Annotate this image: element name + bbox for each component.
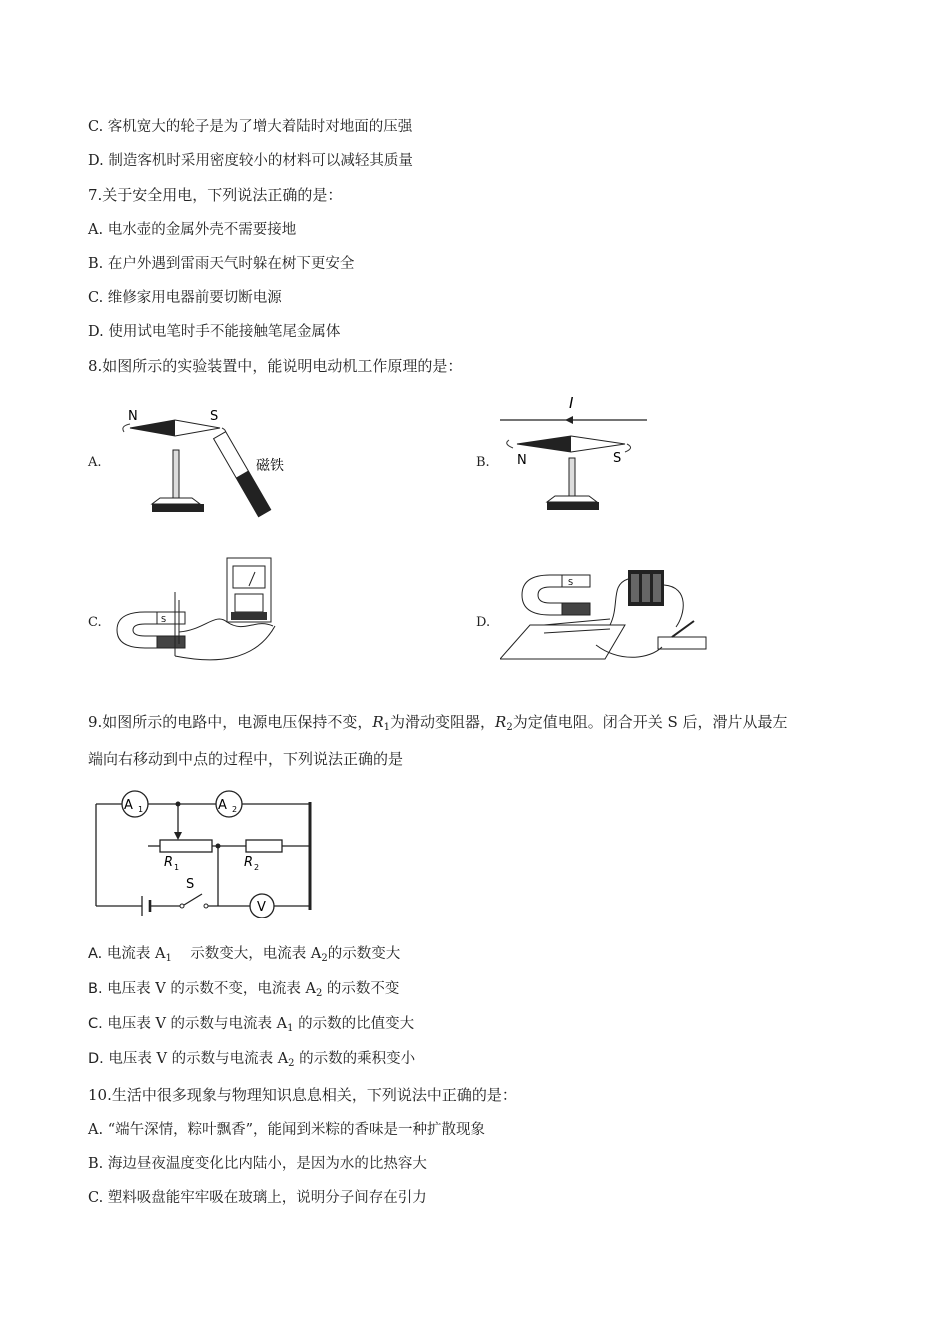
battery-cell-3 (653, 574, 661, 602)
current-direction-arrow (565, 416, 573, 424)
q9-option-c-letter: C. (88, 1016, 103, 1032)
needle-s-label: S (613, 451, 622, 466)
q9-option-c-part1: 电压表 V 的示数与电流表 A (102, 1016, 288, 1032)
switch-base (658, 637, 706, 649)
q10-stem: 10.生活中很多现象与物理知识息息相关，下列说法中正确的是： (88, 1086, 517, 1104)
q9-stem-r1: R (372, 713, 384, 731)
magnet-pole-label: S (568, 578, 574, 587)
q7-option-d: D. 使用试电笔时手不能接触笔尾金属体 (88, 324, 341, 340)
q9-stem-r2-sub: 2 (506, 722, 513, 733)
q8-label-c: C. (88, 615, 102, 630)
current-label: I (569, 394, 574, 412)
magnet-pole-label: S (161, 615, 167, 624)
q9-stem-part1: 9.如图所示的电路中，电源电压保持不变， (88, 713, 373, 731)
magnet-pole-top (562, 575, 590, 587)
wire-to-switch (664, 585, 683, 627)
needle-n-label: N (128, 409, 138, 424)
q9-option-b-letter: B. (88, 981, 103, 997)
q6-option-c: C. 客机宽大的轮子是为了增大着陆时对地面的压强 (88, 119, 413, 135)
base-board (500, 625, 625, 659)
q9-option-c-sub1: 1 (287, 1023, 294, 1034)
q9-option-d-part1: 电压表 V 的示数与电流表 A (103, 1051, 289, 1067)
q8-figure-d (500, 565, 715, 665)
pivot-stand (569, 458, 575, 496)
q6-option-d: D. 制造客机时采用密度较小的材料可以减轻其质量 (88, 153, 413, 169)
q9-stem-part2: 为滑动变阻器， (390, 713, 496, 731)
magnet-label: 磁铁 (256, 458, 284, 474)
bar-magnet (214, 432, 271, 517)
q8-figure-b (495, 388, 655, 518)
galvanometer-terminal-panel (235, 594, 263, 612)
r1-label: R (164, 855, 174, 870)
switch-label: S (186, 877, 195, 892)
q9-option-d-letter: D. (88, 1051, 104, 1067)
resistor-r1 (160, 840, 212, 852)
q9-option-c-part2: 的示数的比值变大 (293, 1016, 415, 1032)
q9-stem-r2: R (495, 713, 507, 731)
stand-base-top (152, 498, 200, 504)
ammeter-a2-sub: 2 (232, 805, 238, 814)
q7-option-b: B. 在户外遇到雷雨天气时躲在树下更安全 (88, 256, 355, 272)
q9-option-a-part3: 的示数变大 (327, 946, 401, 962)
q9-stem-line2: 端向右移动到中点的过程中，下列说法正确的是 (88, 750, 404, 768)
switch-lever (672, 621, 694, 637)
q9-option-a-sub2: 2 (321, 953, 328, 964)
q10-option-b: B. 海边昼夜温度变化比内陆小，是因为水的比热容大 (88, 1156, 427, 1172)
rail-1 (544, 619, 610, 625)
stand-base (152, 504, 204, 512)
q7-stem: 7.关于安全用电，下列说法正确的是： (88, 186, 343, 204)
q9-option-c (88, 1014, 414, 1039)
q8-label-d: D. (476, 615, 491, 630)
battery-cell-2 (642, 574, 650, 602)
q9-circuit (88, 788, 323, 918)
voltmeter-label: V (257, 900, 266, 915)
needle-north-half (517, 436, 571, 452)
q8-figure-a (110, 400, 310, 525)
rotation-arrow-left (123, 424, 130, 432)
q9-option-a-letter: A. (88, 946, 103, 962)
wire-bottom (175, 626, 275, 660)
q10-option-a: A. “端午深情，粽叶飘香”，能闻到米粽的香味是一种扩散现象 (88, 1122, 486, 1138)
q9-stem-r1-sub: 1 (383, 722, 390, 733)
q8-figure-c (105, 552, 285, 667)
q9-option-a-sub1: 1 (165, 953, 172, 964)
galvanometer-dial (233, 566, 265, 588)
magnet-pole-bottom (562, 603, 590, 615)
rotation-arrow-left (507, 440, 513, 448)
stand-base-top (547, 496, 597, 502)
q9-option-b-part2: 的示数不变 (322, 981, 400, 997)
switch-s (184, 894, 202, 905)
q9-option-d (88, 1049, 415, 1074)
stand-base (547, 502, 599, 510)
magnet-pole-bottom (157, 636, 185, 648)
q8-stem: 8.如图所示的实验装置中，能说明电动机工作原理的是： (88, 357, 463, 375)
galvanometer-base (231, 612, 267, 620)
r1-sub: 1 (174, 863, 180, 872)
q9-stem-part3: 为定值电阻。闭合开关 S 后，滑片从最左 (512, 713, 788, 731)
needle-s-label: S (210, 409, 219, 424)
r2-sub: 2 (254, 863, 260, 872)
ammeter-a2-label: A (218, 798, 227, 813)
q10-option-c: C. 塑料吸盘能牢牢吸在玻璃上，说明分子间存在引力 (88, 1190, 427, 1206)
ammeter-a1-label: A (124, 798, 133, 813)
q7-option-a: A. 电水壶的金属外壳不需要接地 (88, 222, 297, 238)
q9-option-a-part1: 电流表 A (102, 946, 166, 962)
battery-cell-1 (631, 574, 639, 602)
q9-option-d-part2: 的示数的乘积变小 (294, 1051, 416, 1067)
pivot-stand (173, 450, 179, 498)
q9-option-b (88, 979, 399, 1004)
r2-label: R (244, 855, 254, 870)
slider-arrow (174, 832, 182, 840)
q9-option-b-sub1: 2 (315, 988, 323, 999)
rotation-arrow-right (625, 444, 631, 452)
q9-option-a-part2: 示数变大，电流表 A (171, 946, 322, 962)
ammeter-a1-sub: 1 (138, 805, 144, 814)
needle-n-label: N (517, 453, 527, 468)
q9-option-a (88, 944, 400, 969)
resistor-r2 (246, 840, 282, 852)
q9-stem-line1 (88, 712, 788, 738)
q9-option-d-sub1: 2 (288, 1058, 295, 1069)
q8-label-b: B. (476, 455, 490, 470)
q7-option-c: C. 维修家用电器前要切断电源 (88, 290, 282, 306)
q8-label-a: A. (88, 455, 102, 470)
q9-option-b-part1: 电压表 V 的示数不变，电流表 A (102, 981, 316, 997)
wire-to-battery (610, 579, 628, 625)
